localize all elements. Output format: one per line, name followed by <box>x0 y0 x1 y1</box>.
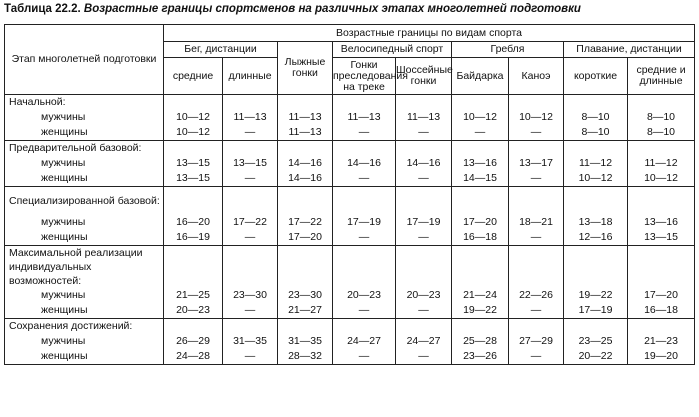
age-range-cell: 13—15 <box>164 156 223 171</box>
age-range-cell: — <box>223 349 278 365</box>
age-range-cell: 8—10 <box>628 110 695 125</box>
age-range-cell: 13—16 <box>452 156 509 171</box>
stage-spacer-cell <box>223 319 278 335</box>
stage-spacer-cell <box>452 187 509 216</box>
age-range-cell: 11—13 <box>396 110 452 125</box>
age-range-cell: 19—22 <box>452 303 509 319</box>
age-range-cell: 12—16 <box>564 230 628 246</box>
stage-spacer-cell <box>164 246 223 289</box>
table-row <box>5 303 695 319</box>
age-range-cell: — <box>396 125 452 141</box>
age-range-cell: — <box>333 171 396 187</box>
age-range-cell: 13—18 <box>564 215 628 230</box>
sex-label: мужчины <box>5 288 164 303</box>
sex-label: мужчины <box>5 156 164 171</box>
age-range-cell: 24—27 <box>333 334 396 349</box>
age-limits-table <box>4 24 695 365</box>
age-range-cell: — <box>396 171 452 187</box>
age-range-cell: 11—13 <box>278 110 333 125</box>
age-range-cell: 11—13 <box>223 110 278 125</box>
stage-spacer-cell <box>278 246 333 289</box>
age-range-cell: 14—16 <box>278 171 333 187</box>
age-range-cell: 23—25 <box>564 334 628 349</box>
stage-name: Максимальной реализации индивидуальных возможностей: <box>5 246 164 289</box>
age-range-cell: 23—30 <box>223 288 278 303</box>
age-range-cell: — <box>333 303 396 319</box>
age-range-cell: — <box>509 230 564 246</box>
sex-label: женщины <box>5 349 164 365</box>
age-range-cell: 21—23 <box>628 334 695 349</box>
age-range-cell: 11—12 <box>564 156 628 171</box>
age-range-cell: 19—20 <box>628 349 695 365</box>
stage-spacer-cell <box>564 187 628 216</box>
age-range-cell: 17—22 <box>278 215 333 230</box>
stage-column-header: Этап многолетней подготовки <box>5 25 164 95</box>
stage-spacer-cell <box>564 319 628 335</box>
stage-spacer-cell <box>278 95 333 111</box>
table-row <box>5 334 695 349</box>
age-range-cell: 18—21 <box>509 215 564 230</box>
table-caption <box>4 3 694 15</box>
table-row <box>5 215 695 230</box>
subheader-cycling-track: Гонки преследования на треке <box>333 58 408 93</box>
age-range-cell: 26—29 <box>164 334 223 349</box>
age-range-cell: 13—15 <box>164 171 223 187</box>
sex-label: женщины <box>5 230 164 246</box>
age-range-cell: 25—28 <box>452 334 509 349</box>
stage-spacer-cell <box>223 246 278 289</box>
stage-spacer-cell <box>333 246 396 289</box>
stage-spacer-cell <box>164 319 223 335</box>
sport-header-skiing: Лыжные гонки <box>278 42 333 95</box>
stage-spacer-cell <box>509 246 564 289</box>
age-range-cell: 14—15 <box>452 171 509 187</box>
stage-spacer-cell <box>628 246 695 289</box>
sex-label: женщины <box>5 303 164 319</box>
age-range-cell: 10—12 <box>164 125 223 141</box>
stage-spacer-cell <box>164 95 223 111</box>
age-range-cell: 17—19 <box>396 215 452 230</box>
age-range-cell: 17—20 <box>628 288 695 303</box>
age-range-cell: 11—12 <box>628 156 695 171</box>
age-range-cell: 23—26 <box>452 349 509 365</box>
subheader-rowing-canoe: Каноэ <box>509 58 564 95</box>
sport-header-swimming: Плавание, дистанции <box>564 42 695 58</box>
age-range-cell: 17—22 <box>223 215 278 230</box>
age-range-cell: 14—16 <box>333 156 396 171</box>
age-range-cell: 22—26 <box>509 288 564 303</box>
stage-spacer-cell <box>164 141 223 157</box>
stage-spacer-cell <box>396 187 452 216</box>
age-range-cell: 28—32 <box>278 349 333 365</box>
stage-spacer-cell <box>396 319 452 335</box>
stage-spacer-cell <box>333 187 396 216</box>
table-row <box>5 110 695 125</box>
sport-header-rowing: Гребля <box>452 42 564 58</box>
subheader-cycling-road: Шоссейные гонки <box>396 58 452 95</box>
age-range-cell: 17—20 <box>278 230 333 246</box>
sex-label: мужчины <box>5 110 164 125</box>
sex-label: мужчины <box>5 334 164 349</box>
sport-header-cycling: Велосипедный спорт <box>333 42 452 58</box>
stage-spacer-cell <box>223 187 278 216</box>
stage-name: Специализированной базовой: <box>5 187 164 216</box>
age-range-cell: — <box>223 230 278 246</box>
age-range-cell: — <box>396 349 452 365</box>
age-range-cell: 13—17 <box>509 156 564 171</box>
sex-label: женщины <box>5 125 164 141</box>
stage-name: Предварительной базовой: <box>5 141 164 157</box>
age-range-cell: — <box>509 303 564 319</box>
stage-spacer-cell <box>452 141 509 157</box>
table-title: Возрастные границы спортсменов на различных этапах многолетней подготовки <box>83 3 581 15</box>
stage-spacer-cell <box>278 187 333 216</box>
age-range-cell: — <box>333 349 396 365</box>
sport-header-running: Бег, дистанции <box>164 42 278 58</box>
subheader-swimming-short: короткие <box>564 58 628 95</box>
stage-spacer-cell <box>564 246 628 289</box>
age-range-cell: — <box>396 303 452 319</box>
age-range-cell: 16—18 <box>628 303 695 319</box>
age-range-cell: 13—15 <box>223 156 278 171</box>
age-range-cell: — <box>452 125 509 141</box>
stage-spacer-cell <box>452 95 509 111</box>
stage-spacer-cell <box>628 319 695 335</box>
age-range-cell: 10—12 <box>452 110 509 125</box>
age-range-cell: 31—35 <box>278 334 333 349</box>
age-range-cell: 8—10 <box>564 125 628 141</box>
table-row <box>5 349 695 365</box>
stage-spacer-cell <box>396 246 452 289</box>
stage-spacer-cell <box>333 141 396 157</box>
table-number: Таблица 22.2. <box>4 3 81 15</box>
age-range-cell: 16—20 <box>164 215 223 230</box>
age-range-cell: 21—27 <box>278 303 333 319</box>
stage-name: Начальной: <box>5 95 164 111</box>
age-range-cell: 16—19 <box>164 230 223 246</box>
age-range-cell: 17—20 <box>452 215 509 230</box>
age-range-cell: 17—19 <box>333 215 396 230</box>
age-range-cell: — <box>223 303 278 319</box>
stage-spacer-cell <box>164 187 223 216</box>
subheader-running-long: длинные <box>223 58 278 95</box>
age-range-cell: — <box>396 230 452 246</box>
age-range-cell: 17—19 <box>564 303 628 319</box>
age-range-cell: 31—35 <box>223 334 278 349</box>
stage-spacer-cell <box>452 319 509 335</box>
sex-label: женщины <box>5 171 164 187</box>
stage-spacer-cell <box>223 95 278 111</box>
stage-spacer-cell <box>564 141 628 157</box>
stage-spacer-cell <box>278 319 333 335</box>
stage-spacer-cell <box>564 95 628 111</box>
age-range-cell: 20—23 <box>164 303 223 319</box>
age-range-cell: 24—28 <box>164 349 223 365</box>
age-range-cell: 8—10 <box>564 110 628 125</box>
age-range-cell: — <box>509 349 564 365</box>
age-range-cell: 13—15 <box>628 230 695 246</box>
age-range-cell: 10—12 <box>509 110 564 125</box>
age-range-cell: 16—18 <box>452 230 509 246</box>
sex-label: мужчины <box>5 215 164 230</box>
stage-name: Сохранения достижений: <box>5 319 164 335</box>
age-range-cell: 21—25 <box>164 288 223 303</box>
age-range-cell: — <box>333 125 396 141</box>
age-range-cell: 10—12 <box>628 171 695 187</box>
stage-spacer-cell <box>509 141 564 157</box>
age-range-cell: — <box>223 125 278 141</box>
table-row <box>5 171 695 187</box>
stage-spacer-cell <box>333 95 396 111</box>
stage-spacer-cell <box>509 187 564 216</box>
age-range-cell: 23—30 <box>278 288 333 303</box>
stage-spacer-cell <box>333 319 396 335</box>
age-range-cell: — <box>223 171 278 187</box>
table-row <box>5 156 695 171</box>
stage-spacer-cell <box>278 141 333 157</box>
stage-spacer-cell <box>223 141 278 157</box>
table-row <box>5 288 695 303</box>
subheader-rowing-kayak: Байдарка <box>452 58 509 95</box>
stage-spacer-cell <box>628 141 695 157</box>
stage-spacer-cell <box>628 95 695 111</box>
age-range-cell: 11—13 <box>333 110 396 125</box>
table-row <box>5 125 695 141</box>
age-range-cell: 10—12 <box>564 171 628 187</box>
age-range-cell: 19—22 <box>564 288 628 303</box>
stage-spacer-cell <box>509 319 564 335</box>
table-row <box>5 230 695 246</box>
table-header <box>5 25 695 95</box>
age-limits-group-header: Возрастные границы по видам спорта <box>164 25 695 42</box>
stage-spacer-cell <box>396 141 452 157</box>
stage-spacer-cell <box>509 95 564 111</box>
age-range-cell: — <box>509 171 564 187</box>
age-range-cell: 20—22 <box>564 349 628 365</box>
age-range-cell: 21—24 <box>452 288 509 303</box>
age-range-cell: 20—23 <box>396 288 452 303</box>
subheader-running-middle: средние <box>164 58 223 95</box>
stage-spacer-cell <box>452 246 509 289</box>
age-range-cell: — <box>509 125 564 141</box>
age-range-cell: 13—16 <box>628 215 695 230</box>
age-range-cell: 10—12 <box>164 110 223 125</box>
table-body <box>5 95 695 365</box>
age-range-cell: 20—23 <box>333 288 396 303</box>
age-range-cell: — <box>333 230 396 246</box>
age-range-cell: 24—27 <box>396 334 452 349</box>
age-range-cell: 11—13 <box>278 125 333 141</box>
age-range-cell: 8—10 <box>628 125 695 141</box>
age-range-cell: 14—16 <box>278 156 333 171</box>
age-range-cell: 14—16 <box>396 156 452 171</box>
age-range-cell: 27—29 <box>509 334 564 349</box>
stage-spacer-cell <box>628 187 695 216</box>
stage-spacer-cell <box>396 95 452 111</box>
subheader-swimming-middle-long: средние и длинные <box>628 58 695 95</box>
